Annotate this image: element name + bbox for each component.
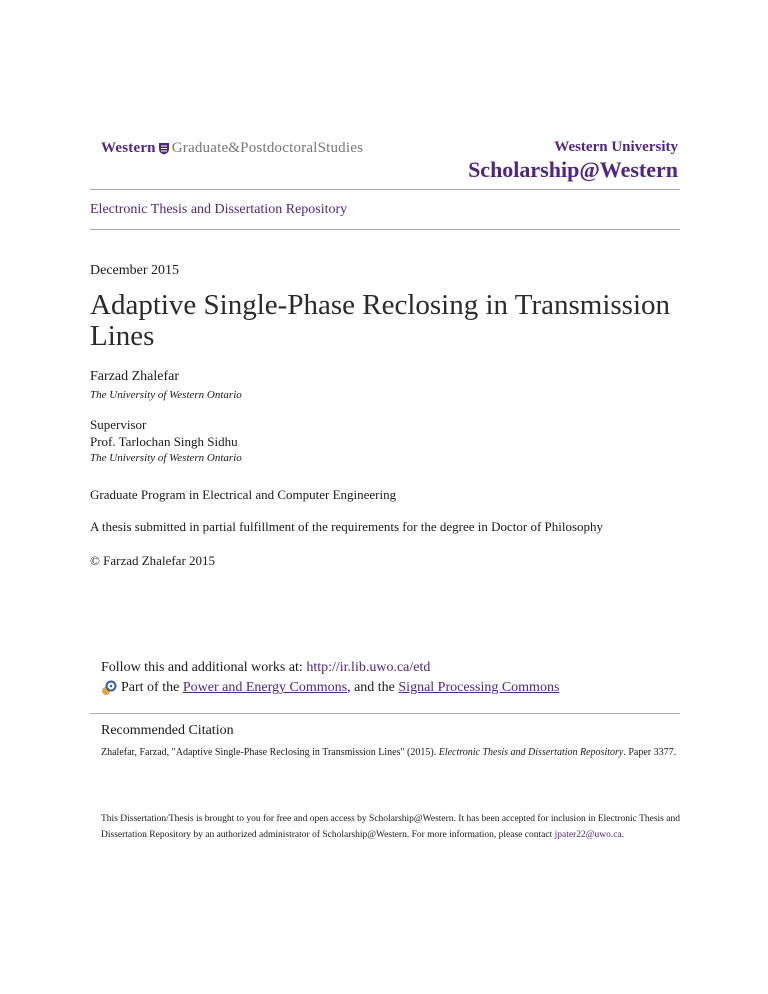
access-disclaimer bbox=[101, 811, 681, 843]
copyright-notice: © Farzad Zhalefar 2015 bbox=[90, 553, 216, 568]
citation-journal: Electronic Thesis and Dissertation Repository bbox=[438, 747, 624, 758]
supervisor-affiliation: The University of Western Ontario bbox=[90, 452, 242, 464]
contact-email-link[interactable]: jpater22@uwo.ca bbox=[554, 830, 622, 840]
supervisor-label: Supervisor bbox=[90, 417, 147, 432]
supervisor-block bbox=[90, 434, 242, 464]
citation-suffix: . Paper 3377. bbox=[623, 747, 677, 758]
citation-prefix: Zhalefar, Farzad, "Adaptive Single-Phase Reclosing in Transmission Lines" (2015). bbox=[101, 747, 439, 758]
program-name: Graduate Program in Electrical and Computer Engineering bbox=[90, 487, 397, 502]
disclaimer-text: This Dissertation/Thesis is brought to you for free and open access by Scholarship@Western. It has been accepted for inclusion in Electronic Thesis and Dissertation Repository by an authorized administrator of Scholarship@Western. For more information, please contact bbox=[101, 814, 680, 840]
divider-citation bbox=[90, 713, 680, 714]
citation-heading: Recommended Citation bbox=[101, 723, 234, 738]
publication-date: December 2015 bbox=[90, 263, 180, 278]
degree-statement: A thesis submitted in partial fulfillment of the requirements for the degree in Doctor of Philosophy bbox=[90, 519, 604, 534]
divider-top bbox=[90, 189, 680, 190]
graduate-studies-logo bbox=[101, 140, 363, 157]
divider-second bbox=[90, 229, 680, 230]
university-name[interactable]: Western University bbox=[554, 139, 678, 155]
part-of-line bbox=[101, 680, 559, 696]
disclaimer-end: . bbox=[621, 830, 625, 840]
shield-crest-icon bbox=[158, 142, 170, 155]
follow-prefix: Follow this and additional works at: bbox=[101, 660, 307, 675]
signal-processing-commons-link[interactable]: Signal Processing Commons bbox=[398, 680, 560, 695]
power-energy-commons-link[interactable]: Power and Energy Commons bbox=[182, 680, 348, 695]
network-commons-icon bbox=[101, 680, 117, 696]
citation-text bbox=[101, 746, 681, 760]
logo-western-text: Western bbox=[101, 140, 156, 156]
follow-line bbox=[101, 660, 430, 676]
author-block bbox=[90, 369, 242, 401]
author-affiliation: The University of Western Ontario bbox=[90, 389, 242, 401]
site-name[interactable]: Scholarship@Western bbox=[468, 157, 678, 182]
part-of-prefix: Part of the bbox=[121, 680, 180, 695]
supervisor-name: Prof. Tarlochan Singh Sidhu bbox=[90, 434, 238, 449]
author-name: Farzad Zhalefar bbox=[90, 369, 179, 384]
etd-url-link[interactable]: http://ir.lib.uwo.ca/etd bbox=[306, 660, 431, 675]
logo-graduate-text: Graduate&PostdoctoralStudies bbox=[171, 140, 364, 156]
page-title: Adaptive Single-Phase Reclosing in Transmission Lines bbox=[90, 289, 670, 352]
part-of-middle: , and the bbox=[347, 680, 395, 695]
repository-link[interactable]: Electronic Thesis and Dissertation Repository bbox=[90, 202, 348, 217]
